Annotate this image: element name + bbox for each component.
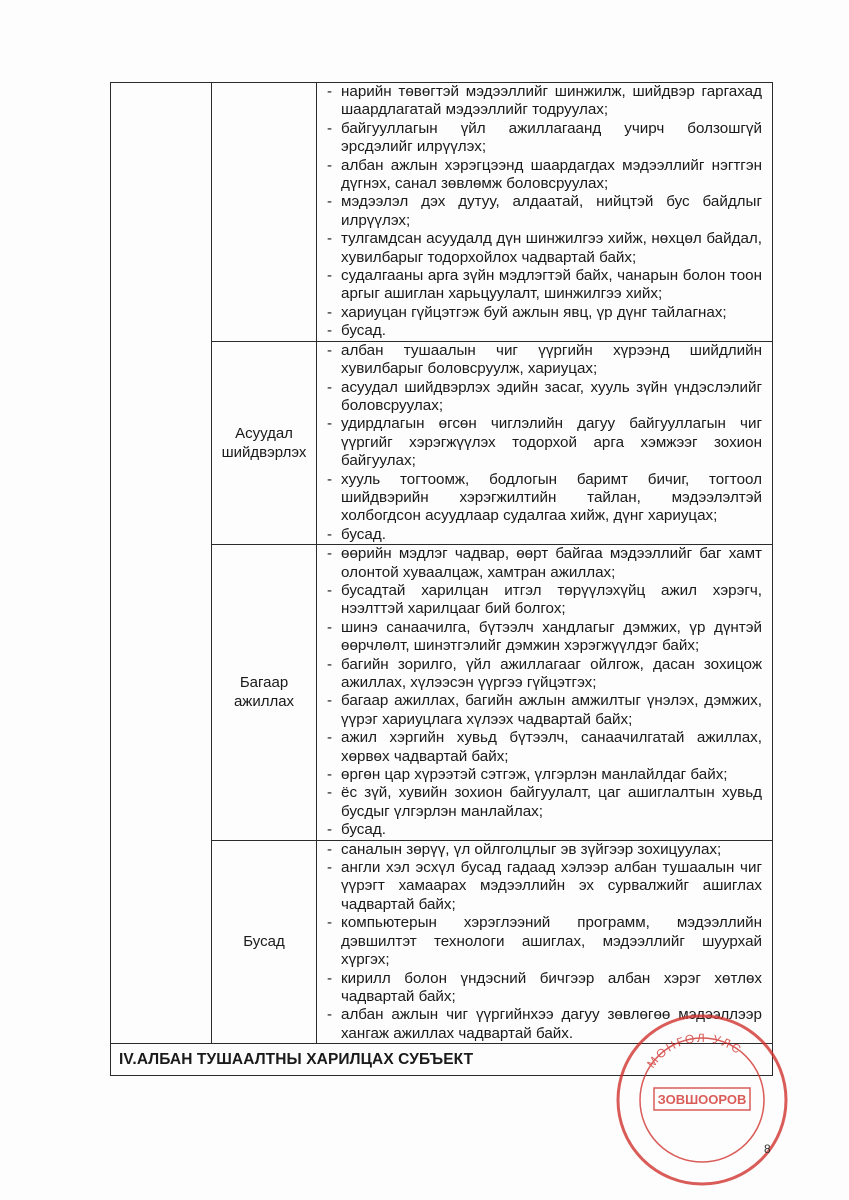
category-cell: Асуудал шийдвэрлэх bbox=[212, 341, 317, 544]
svg-text:МОНГОЛ УЛС: МОНГОЛ УЛС bbox=[644, 1030, 746, 1071]
list-item: - хууль тогтоомж, бодлогын баримт бичиг, тогтоол шийдвэрийн хэрэгжилтийн тайлан, мэдээлэлтэй холбогдсон асуудлаар судалгаа хийж, дүнг хариуцах; bbox=[325, 471, 762, 526]
section-heading: IV.АЛБАН ТУШААЛТНЫ ХАРИЛЦАХ СУБЪЕКТ bbox=[111, 1044, 773, 1076]
list-item: - албан ажлын чиг үүргийнхээ дагуу зөвлөгөө мэдээллээр хангаж ажиллах чадвартай байх. bbox=[325, 1006, 762, 1043]
list-item: - компьютерын хэрэглээний программ, мэдээллийн дэвшилтэт технологи ашиглах, мэдээллийг шуурхай хүргэх; bbox=[325, 914, 762, 969]
list-item: - албан тушаалын чиг үүргийн хүрээнд шийдлийн хувилбарыг боловсруулж, хариуцах; bbox=[325, 342, 762, 379]
requirements-list bbox=[325, 83, 762, 341]
list-item: - тулгамдсан асуудалд дүн шинжилгээ хийж, нөхцөл байдал, хувилбарыг тодорхойлох чадвартай байх; bbox=[325, 230, 762, 267]
list-item: - ажил хэргийн хувьд бүтээлч, санаачилгатай ажиллах, хөрвөх чадвартай байх; bbox=[325, 729, 762, 766]
list-item: - бусад. bbox=[325, 322, 762, 340]
page-number: 8 bbox=[764, 1142, 771, 1156]
list-item: - асуудал шийдвэрлэх эдийн засаг, хууль зүйн үндэслэлийг боловсруулах; bbox=[325, 379, 762, 416]
table-row bbox=[111, 83, 773, 342]
list-item: - нарийн төвөгтэй мэдээллийг шинжилж, шийдвэр гаргахад шаардлагатай мэдээллийг тодруулах; bbox=[325, 83, 762, 120]
list-item: - мэдээлэл дэх дутуу, алдаатай, нийцтэй бус байдлыг илрүүлэх; bbox=[325, 193, 762, 230]
list-item: - өөрийн мэдлэг чадвар, өөрт байгаа мэдээллийг баг хамт олонтой хуваалцаж, хамтран ажиллах; bbox=[325, 545, 762, 582]
requirements-list bbox=[325, 342, 762, 544]
content-cell bbox=[317, 83, 773, 342]
content-cell bbox=[317, 341, 773, 544]
left-merged-cell bbox=[111, 83, 212, 1044]
content-cell bbox=[317, 545, 773, 841]
list-item: - кирилл болон үндэсний бичгээр албан хэрэг хөтлөх чадвартай байх; bbox=[325, 970, 762, 1007]
competency-table bbox=[110, 82, 773, 1076]
list-item: - багийн зорилго, үйл ажиллагааг ойлгож, дасан зохицож ажиллах, хүлээсэн үүргээ гүйцэтгэх; bbox=[325, 656, 762, 693]
svg-text:ЗОВШООРОВ: ЗОВШООРОВ bbox=[657, 1092, 747, 1107]
list-item: - албан ажлын хэрэгцээнд шаардагдах мэдээллийг нэгтгэн дүгнэх, санал зөвлөмж боловсруулах; bbox=[325, 157, 762, 194]
list-item: - удирдлагын өгсөн чиглэлийн дагуу байгууллагын чиг үүргийг хэрэгжүүлэх тодорхой арга хэмжээг зохион байгуулах; bbox=[325, 415, 762, 470]
list-item: - хариуцан гүйцэтгэж буй ажлын явц, үр дүнг тайлагнах; bbox=[325, 304, 762, 322]
list-item: - судалгааны арга зүйн мэдлэгтэй байх, чанарын болон тоон аргыг ашиглан харьцуулалт, шинжилгээ хийх; bbox=[325, 267, 762, 304]
list-item: - саналын зөрүү, үл ойлголцлыг эв зүйгээр зохицуулах; bbox=[325, 841, 762, 859]
list-item: - бусадтай харилцан итгэл төрүүлэхүйц ажил хэрэгч, нээлттэй харилцааг бий болгох; bbox=[325, 582, 762, 619]
list-item: - шинэ санаачилга, бүтээлч хандлагыг дэмжих, үр дүнтэй өөрчлөлт, шинэтгэлийг дэмжин хэрэгжүүлдэг байх; bbox=[325, 619, 762, 656]
list-item: - бусад. bbox=[325, 526, 762, 544]
list-item: - ёс зүй, хувийн зохион байгуулалт, цаг ашиглалтын хувьд бусдыг үлгэрлэн манлайлах; bbox=[325, 784, 762, 821]
official-seal-stamp bbox=[612, 1010, 792, 1190]
list-item: - өргөн цар хүрээтэй сэтгэж, үлгэрлэн манлайлдаг байх; bbox=[325, 766, 762, 784]
list-item: - багаар ажиллах, багийн ажлын амжилтыг үнэлэх, дэмжих, үүрэг хариуцлага хүлээх чадвартай байх; bbox=[325, 692, 762, 729]
list-item: - байгууллагын үйл ажиллагаанд учирч болзошгүй эрсдэлийг илрүүлэх; bbox=[325, 120, 762, 157]
category-cell: Бусад bbox=[212, 840, 317, 1043]
category-cell: Багаар ажиллах bbox=[212, 545, 317, 841]
list-item: - бусад. bbox=[325, 821, 762, 839]
list-item: - англи хэл эсхүл бусад гадаад хэлээр албан тушаалын чиг үүрэгт хамаарах мэдээллийн эх сурвалжийг ашиглах чадвартай байх; bbox=[325, 859, 762, 914]
category-cell-empty bbox=[212, 83, 317, 342]
requirements-list bbox=[325, 545, 762, 840]
